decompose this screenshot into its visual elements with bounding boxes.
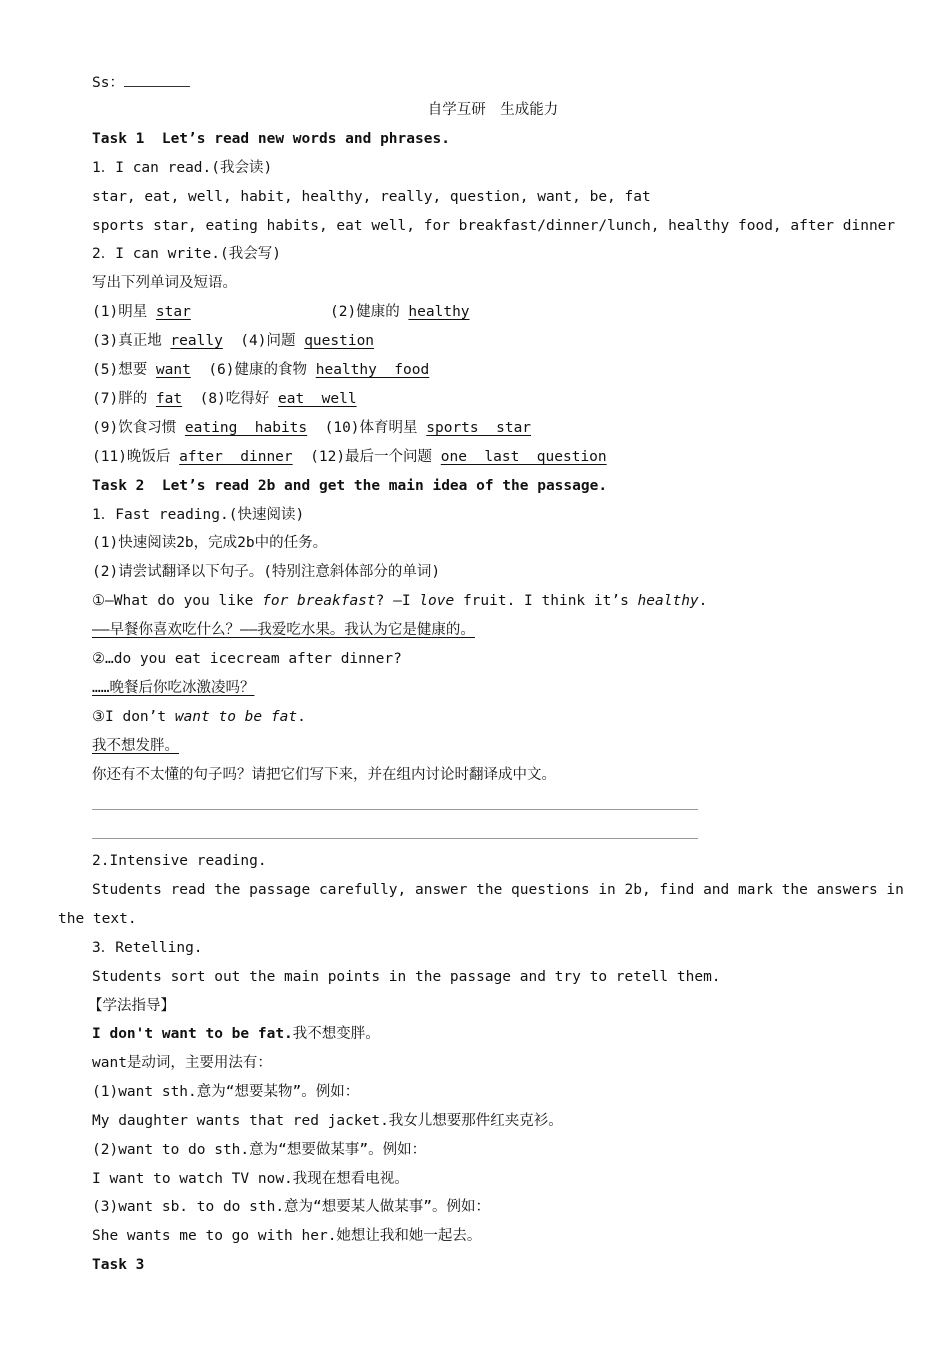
- fast-reading-step-1: (1)快速阅读2b，完成2b中的任务。: [92, 535, 328, 551]
- sentence-3-part: .: [297, 709, 306, 725]
- answer-line-2[interactable]: [92, 838, 698, 839]
- task1-heading: Task 1 Let’s read new words and phrases.: [92, 131, 450, 147]
- key-sentence-en: I don't want to be fat.: [92, 1026, 293, 1042]
- item-3-answer: really: [170, 333, 223, 349]
- write-row-3: [92, 360, 429, 380]
- item-6-answer: healthy food: [315, 362, 430, 378]
- item-10-answer: sports star: [426, 420, 532, 436]
- sentence-1-part: ? —I: [375, 593, 420, 609]
- sentence-3: [92, 707, 306, 727]
- item-2-answer: healthy: [408, 304, 470, 320]
- item-9-answer: eating habits: [184, 420, 308, 436]
- write-row-1b: [330, 302, 470, 322]
- item-4-question: (4)问题: [240, 333, 305, 349]
- intensive-reading-body-cont: the text.: [58, 911, 137, 927]
- item-6-question: (6)健康的食物: [208, 362, 316, 378]
- sentence-1-part: fruit. I think it’s: [454, 593, 638, 609]
- fast-reading-step-2: (2)请尝试翻译以下句子。(特别注意斜体部分的单词): [92, 564, 441, 580]
- want-intro: want是动词，主要用法有：: [92, 1055, 272, 1071]
- write-row-5: [92, 418, 531, 438]
- intensive-reading-title: 2.Intensive reading.: [92, 853, 267, 869]
- sentence-1-part: ①—What do you like: [92, 593, 263, 609]
- usage-3: (3)want sb. to do sth.意为“想要某人做某事”。例如：: [92, 1199, 491, 1215]
- phrase-list: sports star, eating habits, eat well, for breakfast/dinner/lunch, healthy food, after dinner: [92, 218, 896, 234]
- fast-reading-title: 1．Fast reading.(快速阅读): [92, 507, 305, 523]
- sentence-2-translation: ……晚餐后你吃冰激凌吗？: [92, 680, 255, 696]
- sentence-3-italic: want to be fat: [174, 709, 298, 725]
- key-sentence: [92, 1024, 380, 1044]
- sentence-1-italic: healthy: [637, 593, 699, 609]
- section-title: 自学互研 生成能力: [427, 102, 559, 118]
- item-10-question: (10)体育明星: [324, 420, 427, 436]
- sentence-1: [92, 591, 707, 611]
- example-2: I want to watch TV now.我现在想看电视。: [92, 1171, 409, 1187]
- example-3: She wants me to go with her.她想让我和她一起去。: [92, 1228, 482, 1244]
- write-row-2: [92, 331, 374, 351]
- retelling-body: Students sort out the main points in the passage and try to retell them.: [92, 969, 721, 985]
- task3-heading: Task 3: [92, 1257, 145, 1273]
- item-12-answer: one last question: [440, 449, 607, 465]
- item-7-answer: fat: [155, 391, 183, 407]
- ss-blank[interactable]: [124, 72, 190, 87]
- item-2-question: (2)健康的: [330, 304, 409, 320]
- example-1: My daughter wants that red jacket.我女儿想要那件红夹克衫。: [92, 1113, 563, 1129]
- ss-label: Ss：: [92, 75, 124, 91]
- sentence-3-translation: 我不想发胖。: [92, 738, 179, 754]
- sentence-1-italic: for breakfast: [262, 593, 376, 609]
- item-8-answer: eat well: [278, 391, 357, 407]
- write-row-1: [92, 302, 191, 322]
- sentence-1-translation: ——早餐你喜欢吃什么？——我爱吃水果。我认为它是健康的。: [92, 622, 475, 638]
- read-title: 1．I can read.(我会读): [92, 160, 273, 176]
- item-5-question: (5)想要: [92, 362, 156, 378]
- item-3-question: (3)真正地: [92, 333, 171, 349]
- key-sentence-cn: 我不想变胖。: [292, 1026, 380, 1042]
- usage-2: (2)want to do sth.意为“想要做某事”。例如：: [92, 1142, 427, 1158]
- item-12-question: (12)最后一个问题: [310, 449, 441, 465]
- write-instruction: 写出下列单词及短语。: [92, 275, 237, 291]
- write-row-6: [92, 447, 607, 467]
- intensive-reading-body: Students read the passage carefully, answer the questions in 2b, find and mark the answers in: [92, 882, 904, 898]
- item-11-question: (11)晚饭后: [92, 449, 180, 465]
- study-guide-heading: 【学法指导】: [88, 998, 175, 1014]
- item-1-question: (1)明星: [92, 304, 156, 320]
- sentence-3-part: ③I don’t: [92, 709, 175, 725]
- usage-1: (1)want sth.意为“想要某物”。例如：: [92, 1084, 360, 1100]
- write-row-4: [92, 389, 357, 409]
- task2-heading: Task 2 Let’s read 2b and get the main idea of the passage.: [92, 478, 608, 494]
- discuss-instruction: 你还有不太懂的句子吗？请把它们写下来，并在组内讨论时翻译成中文。: [92, 767, 556, 783]
- sentence-2: ②…do you eat icecream after dinner?: [92, 651, 402, 667]
- word-list: star, eat, well, habit, healthy, really, question, want, be, fat: [92, 189, 651, 205]
- item-1-answer: star: [155, 304, 191, 320]
- retelling-title: 3．Retelling.: [92, 940, 203, 956]
- write-title: 2．I can write.(我会写): [92, 246, 281, 262]
- item-7-question: (7)胖的: [92, 391, 156, 407]
- sentence-1-part: .: [698, 593, 708, 609]
- item-8-question: (8)吃得好: [199, 391, 279, 407]
- item-11-answer: after dinner: [179, 449, 293, 465]
- item-5-answer: want: [155, 362, 191, 378]
- item-9-question: (9)饮食习惯: [92, 420, 185, 436]
- answer-line-1[interactable]: [92, 809, 698, 810]
- ss-line: [92, 72, 190, 93]
- sentence-1-italic: love: [419, 593, 455, 609]
- item-4-answer: question: [304, 333, 375, 349]
